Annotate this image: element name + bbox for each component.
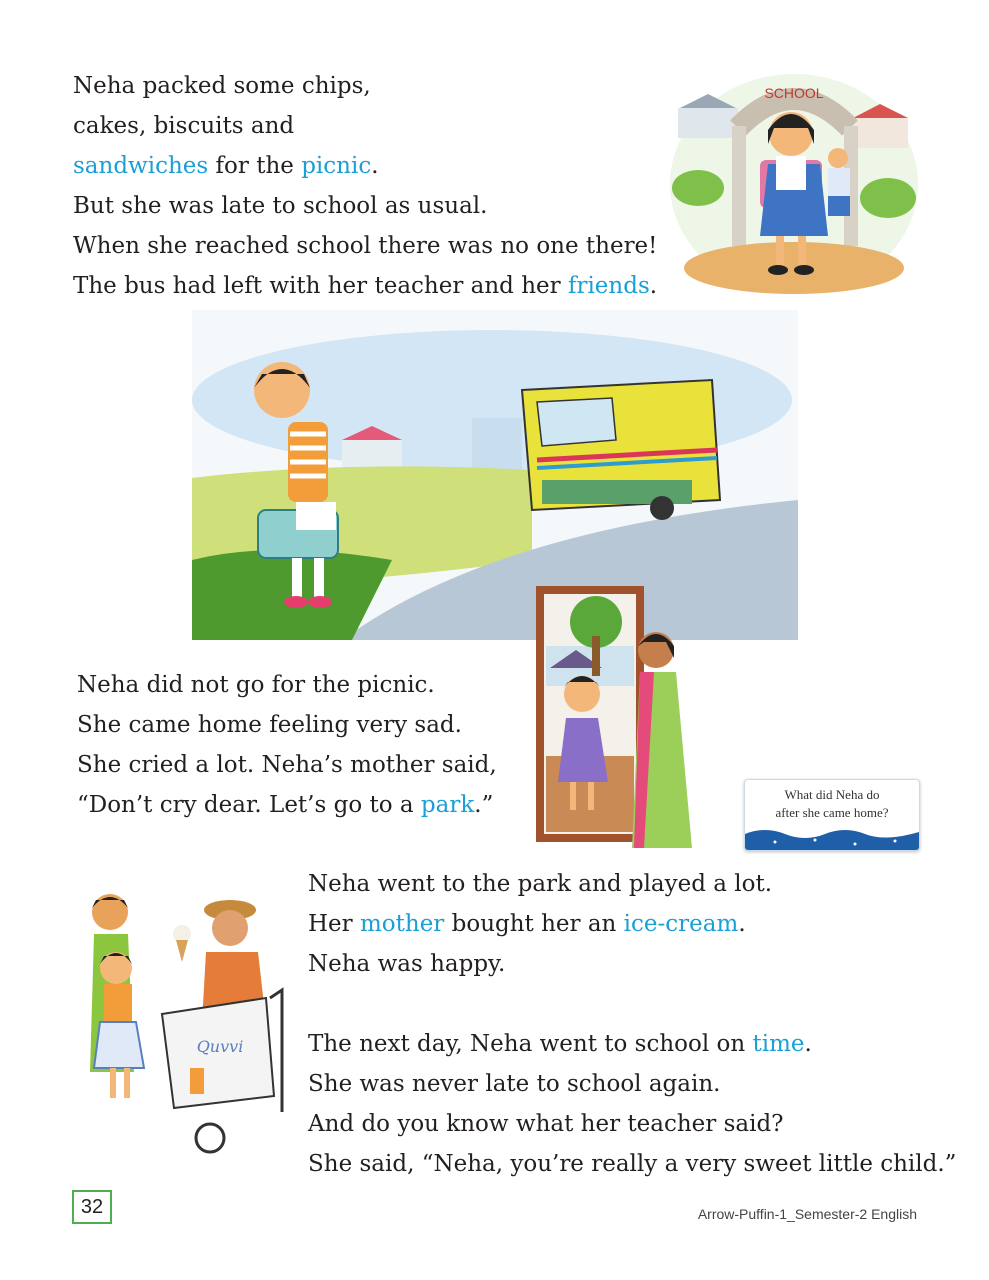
- paragraph-1-line-6: The bus had left with her teacher and her friends.: [73, 273, 658, 299]
- page-number: 32: [72, 1190, 112, 1224]
- paragraph-2-line-1: Neha did not go for the picnic.: [77, 672, 435, 698]
- paragraph-4: [308, 1024, 956, 1184]
- vocab-word-time: time: [752, 1031, 805, 1057]
- paragraph-1-line-1: Neha packed some chips,: [73, 73, 371, 99]
- paragraph-4-line-4: She said, “Neha, you’re really a very sweet little child.”: [308, 1151, 957, 1177]
- question-box: [744, 779, 920, 851]
- paragraph-4-line-1: The next day, Neha went to school on time.: [308, 1031, 812, 1057]
- vocab-word-picnic: picnic: [301, 153, 372, 179]
- paragraph-4-line-2: She was never late to school again.: [308, 1071, 721, 1097]
- vocab-word-friends: friends: [567, 273, 650, 299]
- ice-cream-vendor-illustration: [70, 872, 292, 1172]
- footer-book-title: Arrow-Puffin-1_Semester-2 English: [697, 1206, 917, 1222]
- paragraph-4-line-3: And do you know what her teacher said?: [308, 1111, 784, 1137]
- question-text: What did Neha do after she came home?: [775, 787, 889, 820]
- school-gate-illustration: [668, 68, 920, 296]
- school-sign-text: SCHOOL: [764, 85, 824, 101]
- vocab-word-ice-cream: ice-cream: [623, 911, 739, 937]
- paragraph-1-line-2: cakes, biscuits and: [73, 113, 295, 139]
- paragraph-2-line-3: She cried a lot. Neha’s mother said,: [77, 752, 497, 778]
- mother-at-door-illustration: [536, 586, 702, 858]
- paragraph-2-line-4: “Don’t cry dear. Let’s go to a park.”: [77, 792, 494, 818]
- paragraph-1-line-4: But she was late to school as usual.: [73, 193, 488, 219]
- wave-decoration: [745, 824, 919, 850]
- paragraph-3: [308, 864, 772, 984]
- paragraph-3-line-2: Her mother bought her an ice-cream.: [308, 911, 746, 937]
- vocab-word-mother: mother: [359, 911, 445, 937]
- paragraph-2: [77, 665, 497, 825]
- paragraph-1: [73, 66, 657, 306]
- paragraph-3-line-1: Neha went to the park and played a lot.: [308, 871, 773, 897]
- vocab-word-park: park: [420, 792, 475, 818]
- paragraph-1-line-3: sandwiches for the picnic.: [73, 153, 379, 179]
- cart-label: Quvvi: [196, 1037, 244, 1056]
- paragraph-2-line-2: She came home feeling very sad.: [77, 712, 462, 738]
- paragraph-3-line-3: Neha was happy.: [308, 951, 506, 977]
- vocab-word-sandwiches: sandwiches: [73, 153, 209, 179]
- bus-leaving-illustration: [192, 310, 798, 640]
- paragraph-1-line-5: When she reached school there was no one there!: [73, 233, 658, 259]
